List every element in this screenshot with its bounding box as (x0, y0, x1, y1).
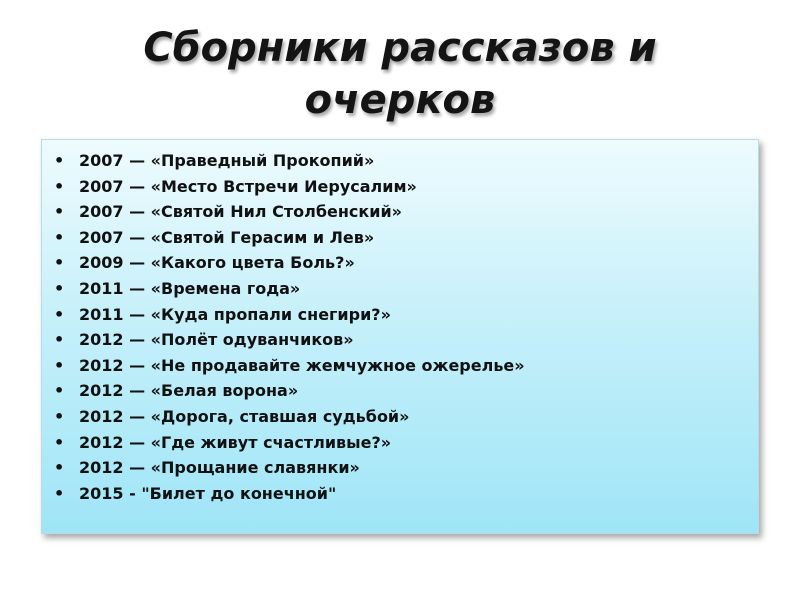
list-item (54, 404, 525, 430)
bullet-icon: • (54, 458, 65, 478)
bullet-icon: • (54, 278, 65, 298)
bullet-icon: • (54, 381, 65, 401)
list-item-text: 2011 — «Куда пропали снегири?» (79, 304, 391, 324)
slide-title-line-2: очерков (304, 77, 496, 123)
content-panel (41, 139, 759, 534)
list-item (54, 174, 525, 200)
slide-title-line-1: Сборники рассказов и (143, 25, 657, 71)
bullet-icon: • (54, 176, 65, 196)
bullet-icon: • (54, 330, 65, 350)
list-item (54, 250, 525, 276)
list-item (54, 276, 525, 302)
slide-title (0, 22, 800, 126)
list-item-text: 2009 — «Какого цвета Боль?» (79, 253, 355, 273)
list-item-text: 2012 — «Дорога, ставшая судьбой» (79, 406, 410, 426)
list-item-text: 2011 — «Времена года» (79, 278, 301, 298)
list-item-text: 2012 — «Не продавайте жемчужное ожерелье» (79, 355, 525, 375)
bullet-icon: • (54, 304, 65, 324)
bullet-icon: • (54, 202, 65, 222)
bullet-icon: • (54, 432, 65, 452)
list-item (54, 353, 525, 379)
list-item (54, 148, 525, 174)
list-item (54, 378, 525, 404)
bullet-icon: • (54, 406, 65, 426)
list-item (54, 455, 525, 481)
bullet-icon: • (54, 227, 65, 247)
list-item-text: 2012 — «Прощание славянки» (79, 458, 360, 478)
list-item-text: 2007 — «Святой Нил Столбенский» (79, 202, 402, 222)
list-item (54, 430, 525, 456)
collections-list (54, 148, 525, 506)
list-item-text: 2015 - "Билет до конечной" (79, 483, 337, 503)
list-item-text: 2012 — «Где живут счастливые?» (79, 432, 392, 452)
list-item-text: 2012 — «Полёт одуванчиков» (79, 330, 354, 350)
list-item-text: 2007 — «Место Встречи Иерусалим» (79, 176, 417, 196)
list-item (54, 327, 525, 353)
list-item (54, 199, 525, 225)
bullet-icon: • (54, 483, 65, 503)
bullet-icon: • (54, 151, 65, 170)
list-item-text: 2007 — «Праведный Прокопий» (79, 151, 375, 170)
bullet-icon: • (54, 355, 65, 375)
list-item (54, 302, 525, 328)
bullet-icon: • (54, 253, 65, 273)
list-item (54, 225, 525, 251)
list-item (54, 481, 525, 507)
list-item-text: 2007 — «Святой Герасим и Лев» (79, 227, 375, 247)
list-item-text: 2012 — «Белая ворона» (79, 381, 299, 401)
